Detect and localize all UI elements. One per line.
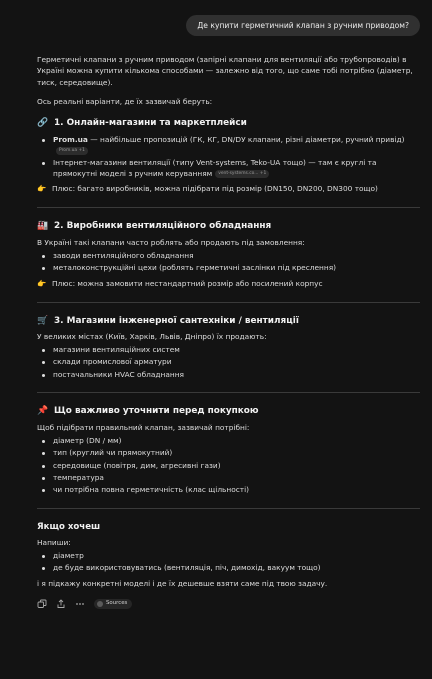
list-item	[41, 158, 420, 179]
divider	[37, 392, 420, 393]
list-item: склади промислової арматури	[41, 357, 420, 368]
section-manufacturers	[37, 220, 420, 289]
message-actions	[37, 599, 420, 609]
list-item: температура	[41, 473, 420, 484]
answer-intro: Герметичні клапани з ручним приводом (запірні клапани для вентиляції або трубопроводів) в Україні можна купити кількома способами — залежно від того, що саме тобі потрібно (діаметр, тиск, середовище).	[37, 55, 413, 87]
list-item: металоконструкційні цехи (роблять герметичні заслінки під креслення)	[41, 263, 420, 274]
more-icon[interactable]	[75, 599, 85, 609]
pointing-hand-icon: 👉	[37, 278, 47, 288]
section-title-text: 2. Виробники вентиляційного обладнання	[54, 221, 272, 232]
list-item: діаметр (DN / мм)	[41, 436, 420, 447]
sources-label: Sources	[106, 599, 128, 606]
link-icon: 🔗	[37, 118, 49, 129]
list-item: заводи вентиляційного обладнання	[41, 251, 420, 262]
section-list	[37, 251, 420, 274]
list-item: чи потрібна повна герметичність (клас щільності)	[41, 485, 420, 496]
citation-chip[interactable]: vent-systems.co... +1	[215, 170, 269, 178]
factory-icon: 🏭	[37, 221, 49, 232]
list-item-text: — найбільше пропозицій (ГК, КГ, DN/DУ клапани, різні діаметри, ручний привід)	[87, 135, 405, 145]
section-desc: У великих містах (Київ, Харків, Львів, Дніпро) їх продають:	[37, 332, 267, 342]
divider	[37, 207, 420, 208]
section-online-shops	[37, 117, 420, 195]
sources-button[interactable]	[94, 599, 132, 609]
citation-chip[interactable]: Prom.ua +1	[56, 147, 88, 155]
divider	[37, 302, 420, 303]
section-list	[37, 436, 420, 496]
list-item: тип (круглий чи прямокутний)	[41, 448, 420, 459]
pointing-hand-icon: 👉	[37, 184, 47, 194]
section-title	[37, 117, 420, 130]
copy-icon[interactable]	[37, 599, 47, 609]
assistant-message	[37, 54, 420, 609]
section-list	[37, 345, 420, 380]
section-title-text: Що важливо уточнити перед покупкою	[54, 406, 259, 417]
source-favicon-icon	[97, 601, 103, 607]
list-item: магазини вентиляційних систем	[41, 345, 420, 356]
list-item: де буде використовуватись (вентиляція, піч, димохід, вакуум тощо)	[41, 563, 420, 574]
section-title	[37, 315, 420, 328]
section-closing	[37, 521, 420, 590]
closing-desc: Напиши:	[37, 538, 71, 548]
closing-list	[37, 551, 420, 574]
list-item-text: Інтернет-магазини вентиляції (типу Vent-systems, Teko-UA тощо) — там є круглі та прямокутні моделі з ручним керуванням	[53, 158, 377, 178]
section-title	[37, 405, 420, 418]
section-title-text: 3. Магазини інженерної сантехніки / вентиляції	[54, 315, 299, 326]
section-shops	[37, 315, 420, 381]
pushpin-icon: 📌	[37, 406, 49, 417]
list-item	[41, 135, 420, 156]
answer-lead: Ось реальні варіанти, де їх зазвичай беруть:	[37, 97, 213, 107]
section-checklist	[37, 405, 420, 495]
plus-note	[37, 184, 420, 195]
share-icon[interactable]	[56, 599, 66, 609]
list-item: середовище (повітря, дим, агресивні гази)	[41, 461, 420, 472]
closing-final: і я підкажу конкретні моделі і де їх дешевше взяти саме під твою задачу.	[37, 578, 328, 588]
section-desc: Щоб підібрати правильний клапан, зазвичай потрібні:	[37, 423, 250, 433]
plus-note-text: Плюс: можна замовити нестандартний розмір або посилений корпус	[52, 278, 323, 288]
list-item-bold: Prom.ua	[53, 135, 88, 145]
section-title	[37, 220, 420, 233]
shopping-cart-icon: 🛒	[37, 315, 49, 326]
section-desc: В Україні такі клапани часто роблять або продають під замовлення:	[37, 238, 305, 248]
section-list	[37, 135, 420, 179]
list-item: діаметр	[41, 551, 420, 562]
plus-note-text: Плюс: багато виробників, можна підібрати під розмір (DN150, DN200, DN300 тощо)	[52, 184, 378, 194]
user-message-bubble: Де купити герметичний клапан з ручним приводом?	[186, 15, 420, 36]
divider	[37, 508, 420, 509]
plus-note	[37, 279, 420, 290]
closing-title: Якщо хочеш	[37, 521, 101, 532]
list-item: постачальники HVAC обладнання	[41, 370, 420, 381]
section-title-text: 1. Онлайн-магазини та маркетплейси	[54, 118, 247, 129]
